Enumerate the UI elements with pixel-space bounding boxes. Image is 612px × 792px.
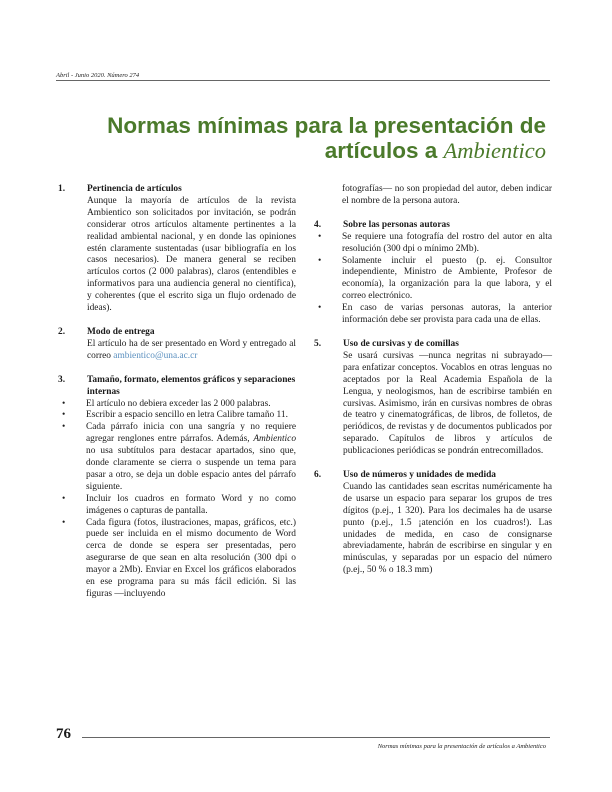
list-item: [58, 410, 296, 422]
left-column: [58, 184, 296, 613]
delivery-text: El artículo ha de ser presentado en Word y entregado al correo: [87, 338, 296, 361]
bullet-icon: •: [318, 255, 322, 266]
section-title: Uso de números y unidades de medida: [343, 470, 496, 481]
right-column: [314, 184, 552, 589]
journal-name: Ambientico: [253, 434, 297, 445]
running-footer: Normas mínimas para la presentación de artículos a Ambientico: [377, 743, 546, 750]
bullet-icon: •: [318, 303, 322, 314]
section-4: [314, 220, 552, 327]
section-number: 6.: [314, 470, 322, 481]
title-line-2: [66, 138, 546, 163]
header-rule: [56, 80, 550, 81]
title-journal: Ambientico: [443, 138, 546, 163]
list-item-text: Escribir a espacio sencillo en letra Calibre tamaño 11.: [86, 410, 288, 421]
issue-header: Abril - Junio 2020. Número 274: [56, 72, 140, 79]
page-title: [66, 113, 546, 163]
list-item-text: Cada figura (fotos, ilustraciones, mapas, gráficos, etc.) puede ser incluida en el mismo documento de Word cerca de donde se espera ser presentadas, pero asegurarse de que sean en alta resolución (300 dpi o mayor a 2Mb). Enviar en Excel los gráficos elaborados en ese programa para su más fácil edición. Si las figuras —incluyendo: [86, 517, 296, 599]
bullet-icon: •: [62, 517, 66, 528]
list-item-text: Cada párrafo inicia con una sangría y no requiere agregar renglones entre párrafos. Además,: [86, 422, 296, 445]
section-text: [87, 339, 296, 363]
list-item: [314, 256, 552, 304]
section-1: [58, 184, 296, 315]
list-item-text: no usa subtítulos para destacar apartados, sino que, donde claramente se cierra o suspende un tema para pasar a otro, se deja un doble espacio antes del párrafo siguiente.: [86, 446, 296, 492]
list-item-text: El artículo no debiera exceder las 2 000 palabras.: [86, 398, 271, 409]
section-number: 2.: [58, 326, 66, 337]
section-number: 1.: [58, 184, 66, 194]
list-item-text: Solamente incluir el puesto (p. ej. Consultor independiente, Ministro de Ambiente, Profesor de economía), la organización para la que labora, y el correo electrónico.: [342, 255, 552, 302]
list-item: [314, 303, 552, 327]
section-text: Se usará cursivas —nunca negritas ni subrayado— para enfatizar conceptos. Vocablos en otras lenguas no aceptados por la Real Academia Española de la Lengua, y neologismos, han de escribirse también en cursivas. Asimismo, irán en cursivas nombres de obras de teatro y cinematográficas, de libros, de folletos, de periódicos, de revistas y de documentos publicados por separado. Capítulos de libros y artículos de publicaciones periódicas se pondrán entrecomillados.: [343, 350, 552, 457]
bullet-icon: •: [62, 493, 66, 504]
list-item: [58, 494, 296, 518]
section-number: 4.: [314, 219, 322, 230]
section-text: Aunque la mayoría de artículos de la revista Ambientico son solicitados por invitación, se podrán considerar otros artículos altamente pertinentes a la realidad ambiental nacional, y en donde las opiniones estén claramente sustentadas (usar bibliografía en los casos necesarios). De manera general se reciben artículos cortos (2 000 palabras), claros (entendibles e informativos para una audiencia general no científica), y coherentes (que el escrito siga un flujo ordenado de ideas).: [87, 195, 296, 314]
format-list: [58, 399, 296, 601]
section-3: [58, 375, 296, 601]
title-line-1: Normas mínimas para la presentación de: [107, 113, 546, 138]
section-text: Cuando las cantidades sean escritas numéricamente ha de usarse un espacio para separar los grupos de tres dígitos (p.ej., 1 320). Para los decimales ha de usarse punto (p.ej., 1.5 ¡atención en los cuadros!). Las unidades de medida, en caso de consignarse abreviadamente, habrán de escribirse en singular y en minúsculas, y separadas por un espacio del número (p.ej., 50 % o 18.3 mm): [343, 481, 552, 576]
section-title: Sobre las personas autoras: [343, 219, 450, 230]
bullet-icon: •: [318, 231, 322, 242]
section-number: 5.: [314, 338, 322, 349]
bullet-icon: •: [62, 398, 66, 409]
section-6: [314, 470, 552, 577]
list-item-text: En caso de varias personas autoras, la anterior información debe ser provista para cada una de ellas.: [342, 303, 552, 326]
bullet-icon: •: [62, 422, 66, 433]
figures-continued: fotografías— no son propiedad del autor, deben indicar el nombre de la persona autora.: [342, 184, 552, 206]
section-2: [58, 327, 296, 363]
page-number: 76: [56, 726, 71, 742]
list-item: [58, 518, 296, 601]
section-title: Pertinencia de artículos: [87, 184, 182, 194]
footer-rule: [82, 737, 550, 738]
bullet-icon: •: [62, 410, 66, 421]
section-title: Modo de entrega: [87, 326, 155, 337]
section-number: 3.: [58, 374, 66, 385]
email-link[interactable]: ambientico@una.ac.cr: [113, 350, 198, 361]
section-title: Uso de cursivas y de comillas: [343, 338, 459, 349]
section-title: Tamaño, formato, elementos gráficos y separaciones internas: [87, 374, 296, 397]
section-5: [314, 339, 552, 458]
list-item-text: Se requiere una fotografía del rostro del autor en alta resolución (300 dpi o mínimo 2Mb).: [342, 231, 552, 254]
list-item: [58, 422, 296, 493]
authors-list: [314, 232, 552, 327]
list-item: [58, 399, 296, 411]
list-item: [314, 232, 552, 256]
title-line-2-text: artículos a: [324, 138, 438, 163]
list-item-text: Incluir los cuadros en formato Word y no como imágenes o capturas de pantalla.: [86, 493, 296, 516]
